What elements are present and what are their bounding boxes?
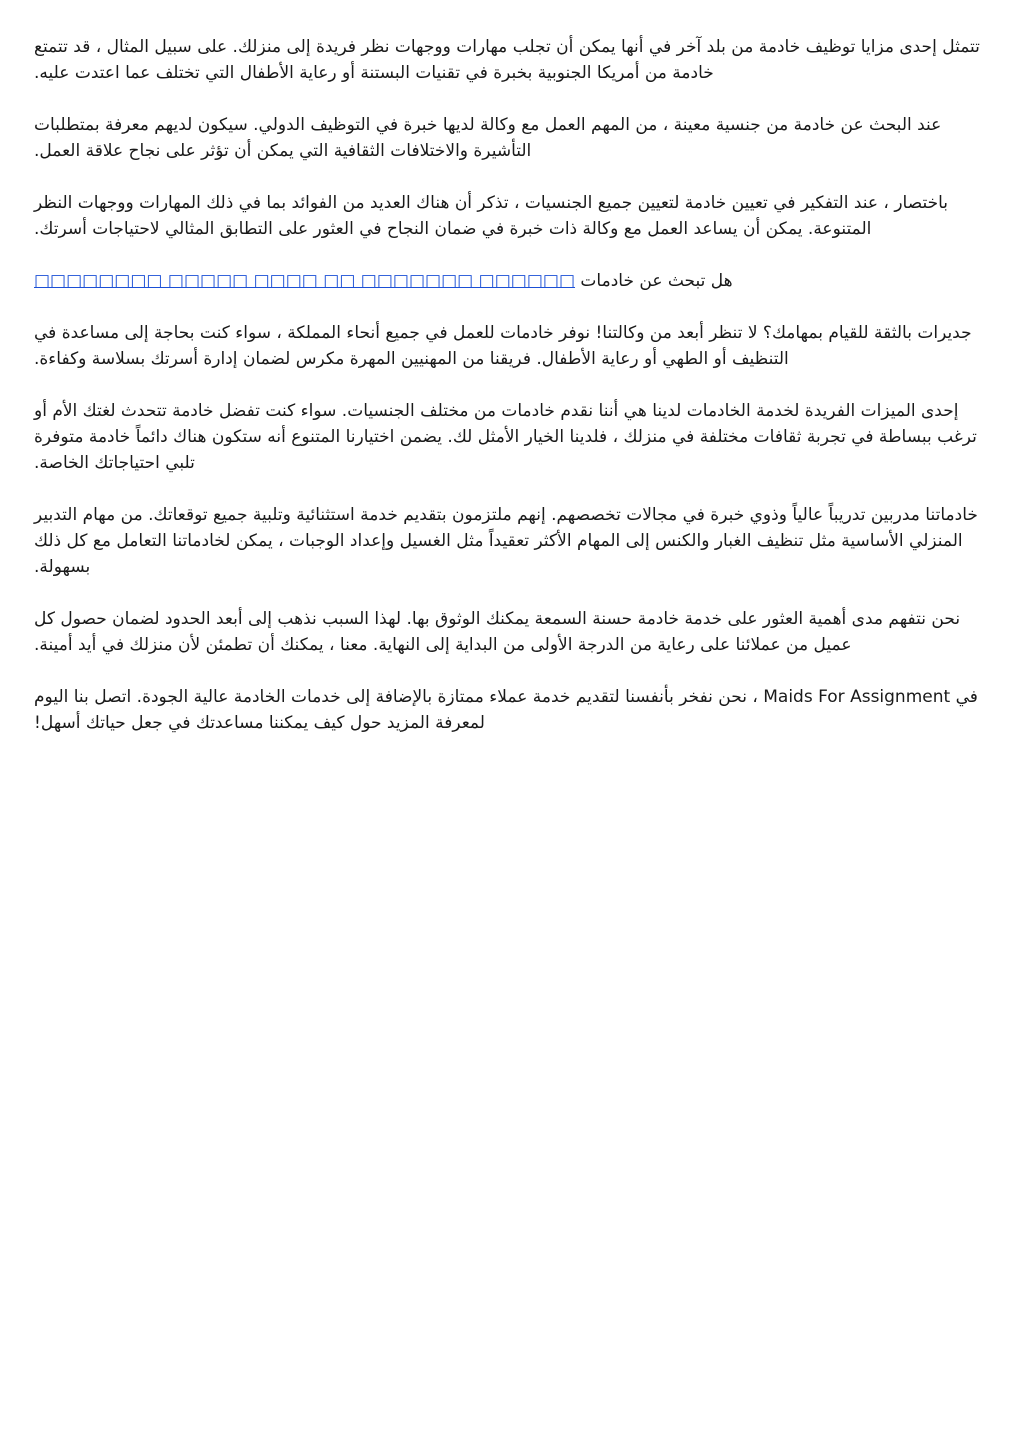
paragraph-unique-features: إحدى الميزات الفريدة لخدمة الخادمات لدينا هي أننا نقدم خادمات من مختلف الجنسيات. سواء كنت تفضل خادمة تتحدث لغتك الأم أو ترغب ببساطة في تجربة ثقافات مختلفة في منزلك ، فلدينا الخيار الأمثل لك. يضمن اختيارنا المتنوع أنه ستكون هناك دائماً خادمة متوفرة تلبي احتياجاتك الخاصة. (34, 401, 977, 473)
paragraph-summary: باختصار ، عند التفكير في تعيين خادمة لتعيين جميع الجنسيات ، تذكر أن هناك العديد من الفوائد بما في ذلك المهارات ووجهات النظر المتنوعة. يمكن أن يساعد العمل مع وكالة ذات خبرة في ضمان النجاح في العثور على التطابق المثالي لاحتياجات أسرتك. (34, 193, 948, 239)
search-line-prefix: هل تبحث عن خادمات (580, 271, 733, 291)
paragraph-agency-search: عند البحث عن خادمة من جنسية معينة ، من المهم العمل مع وكالة لديها خبرة في التوظيف الدولي. سيكون لديهم معرفة بمتطلبات التأشيرة والاختلافات الثقافية التي يمكن أن تؤثر على نجاح علاقة العمل. (34, 115, 942, 161)
paragraph-trusted-maids: جديرات بالثقة للقيام بمهامك؟ لا تنظر أبعد من وكالتنا! نوفر خادمات للعمل في جميع أنحاء المملكة ، سواء كنت بحاجة إلى مساعدة في التنظيف أو الطهي أو رعاية الأطفال. فريقنا من المهنيين المهرة مكرس لضمان إدارة أسرتك بسلاسة وكفاءة. (34, 323, 972, 369)
brand-name: Maids For Assignment (763, 687, 951, 707)
paragraph-closing (34, 684, 990, 736)
paragraph-foreign-maid-benefits: تتمثل إحدى مزايا توظيف خادمة من بلد آخر في أنها يمكن أن تجلب مهارات ووجهات نظر فريدة إلى منزلك. على سبيل المثال ، قد تتمتع خادمة من أمريكا الجنوبية بخبرة في تقنيات البستنة أو رعاية الأطفال التي تختلف عما اعتدت عليه. (34, 37, 980, 83)
paragraph-reputation: نحن نتفهم مدى أهمية العثور على خدمة خادمة حسنة السمعة يمكنك الوثوق بها. لهذا السبب نذهب إلى أبعد الحدود لضمان حصول كل عميل من عملائنا على رعاية من الدرجة الأولى من البداية إلى النهاية. معنا ، يمكنك أن تطمئن لأن منزلك في أيد أمينة. (34, 609, 961, 655)
closing-text: ، نحن نفخر بأنفسنا لتقديم خدمة عملاء ممتازة بالإضافة إلى خدمات الخادمة عالية الجودة. اتصل بنا اليوم لمعرفة المزيد حول كيف يمكننا مساعدتك في جعل حياتك أسهل! (34, 687, 758, 733)
paragraph-search-line (34, 268, 990, 294)
document-page (34, 34, 990, 762)
paragraph-trained-maids: خادماتنا مدربين تدريباً عالياً وذوي خبرة في مجالات تخصصهم. إنهم ملتزمون بتقديم خدمة استثنائية وتلبية جميع توقعاتك. من مهام التدبير المنزلي الأساسية مثل تنظيف الغبار والكنس إلى المهام الأكثر تعقيداً مثل الغسيل وإعداد الوجبات ، يمكن لخادماتنا التعامل مع كل ذلك بسهولة. (34, 505, 978, 577)
search-link[interactable]: □□□□□□ □□□□□□□ □□ □□□□ □□□□□ □□□□□□□□ (34, 271, 576, 291)
closing-prefix: في (955, 687, 978, 707)
